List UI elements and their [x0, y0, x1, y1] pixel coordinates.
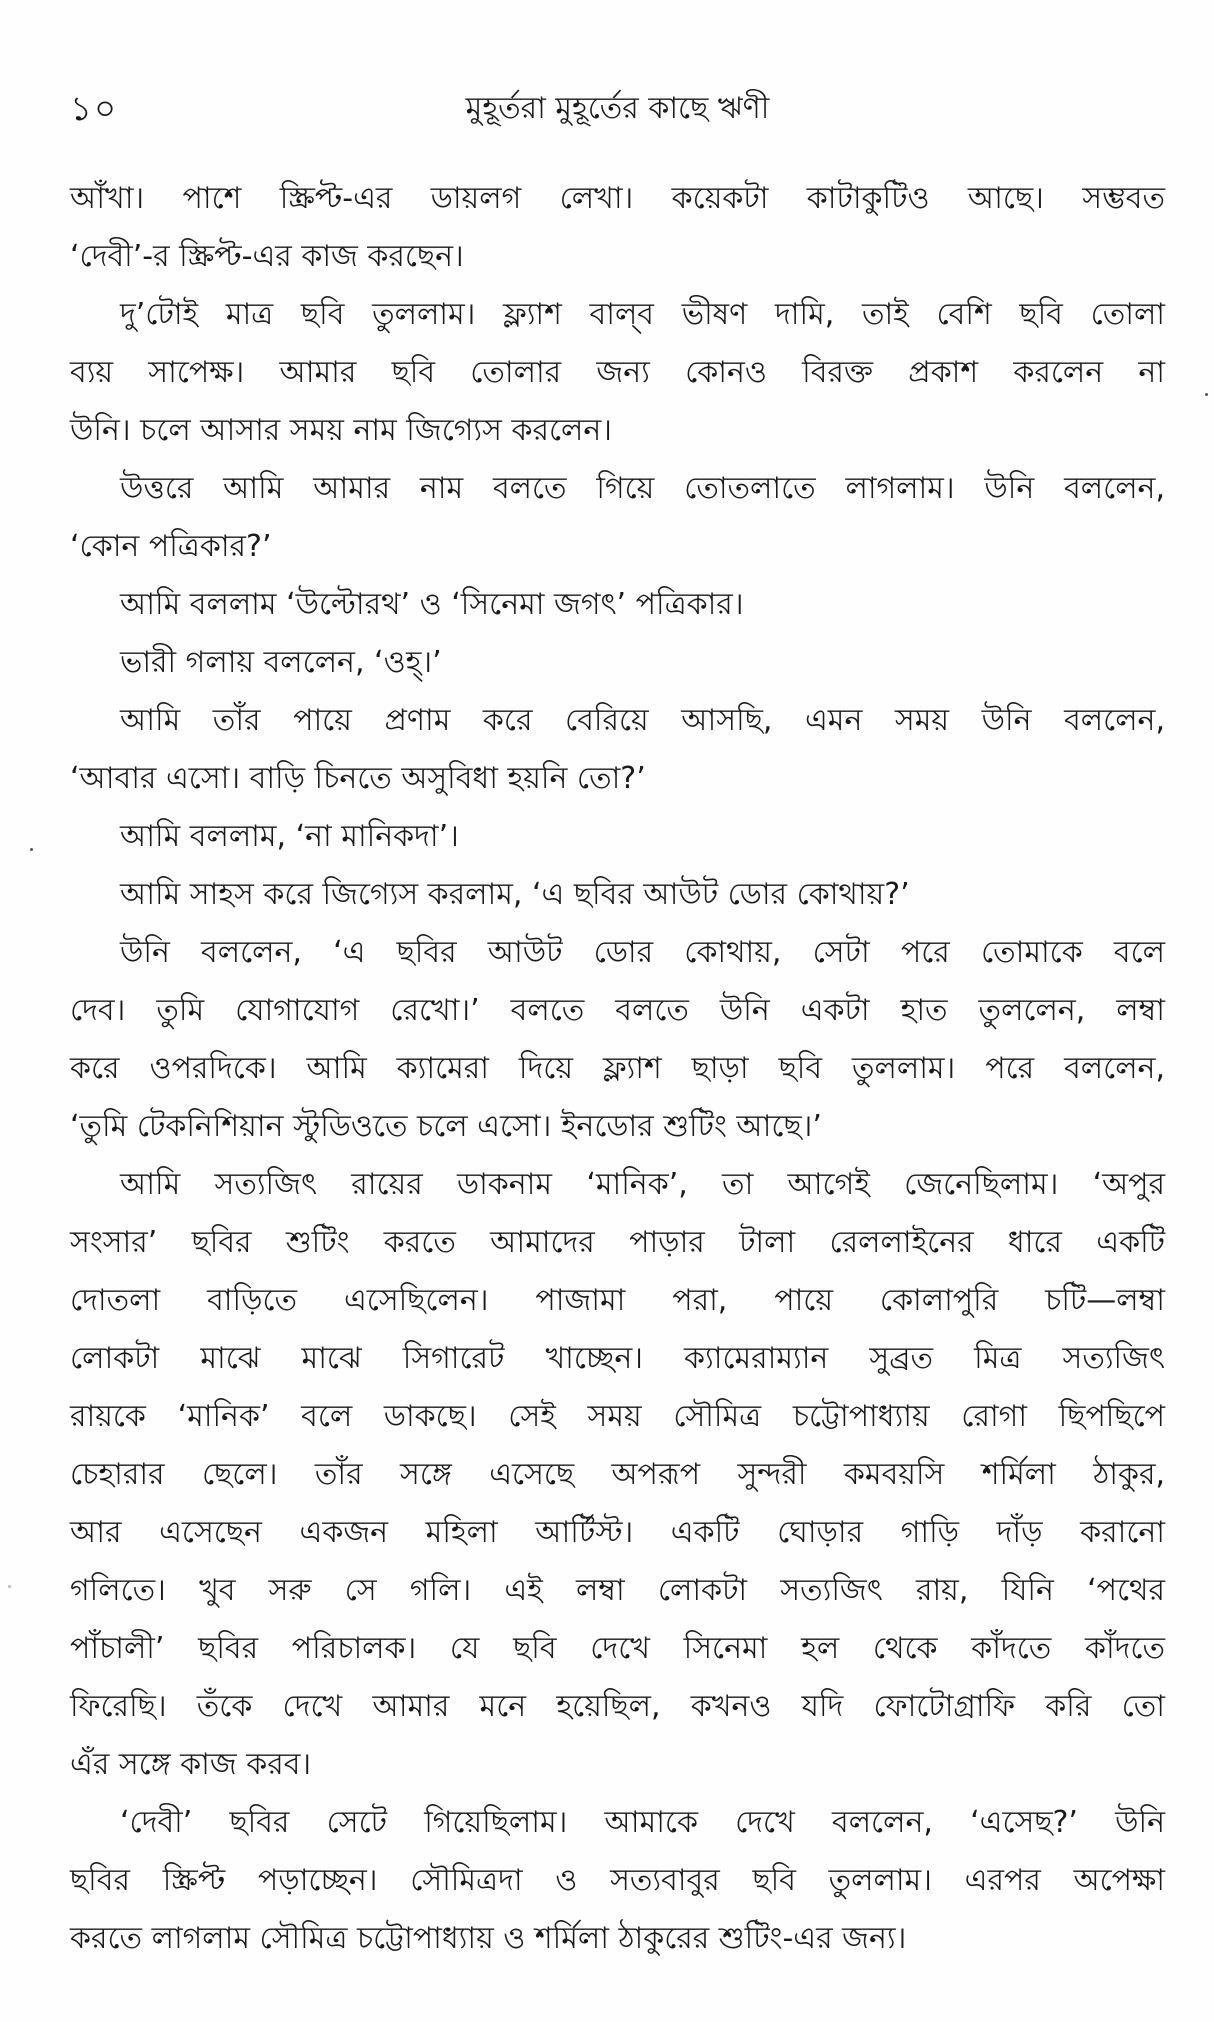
text-line: সংসার’ ছবির শুটিং করতে আমাদের পাড়ার টালা রেললাইনের ধারে একটি	[70, 1225, 1165, 1260]
text-line: দোতলা বাড়িতে এসেছিলেন। পাজামা পরা, পায়ে কোলাপুরি চটি—লম্বা	[70, 1283, 1165, 1318]
paragraph	[70, 1156, 1165, 1794]
text-line: ‘দেবী’ ছবির সেটে গিয়েছিলাম। আমাকে দেখে বললেন, ‘এসেছ?’ উনি	[120, 1805, 1165, 1840]
paragraph	[70, 576, 1165, 634]
text-line: ‘আবার এসো। বাড়ি চিনতে অসুবিধা হয়নি তো?’	[70, 761, 646, 796]
text-line: ব্যয় সাপেক্ষ। আমার ছবি তোলার জন্য কোনও বিরক্ত প্রকাশ করলেন না	[70, 355, 1165, 390]
text-line: গলিতে। খুব সরু সে গলি। এই লম্বা লোকটা সত্যজিৎ রায়, যিনি ‘পথের	[70, 1573, 1165, 1608]
text-line: আঁখা। পাশে স্ক্রিপ্ট-এর ডায়লগ লেখা। কয়েকটা কাটাকুটিও আছে। সম্ভবত	[70, 181, 1165, 216]
text-line: উনি। চলে আসার সময় নাম জিগ্যেস করলেন।	[70, 413, 613, 448]
text-line: ছবির স্ক্রিপ্ট পড়াচ্ছেন। সৌমিত্রদা ও সত্যবাবুর ছবি তুললাম। এরপর অপেক্ষা	[70, 1863, 1165, 1898]
text-line: আমি সাহস করে জিগ্যেস করলাম, ‘এ ছবির আউট ডোর কোথায়?’	[120, 877, 910, 912]
paragraph	[70, 286, 1165, 460]
text-line: পাঁচালী’ ছবির পরিচালক। যে ছবি দেখে সিনেমা হল থেকে কাঁদতে কাঁদতে	[70, 1631, 1165, 1666]
scan-speck	[8, 1585, 11, 1588]
running-header	[70, 84, 1165, 134]
text-line: উত্তরে আমি আমার নাম বলতে গিয়ে তোতলাতে লাগলাম। উনি বললেন,	[120, 471, 1165, 506]
paragraph	[70, 808, 1165, 866]
text-line: করতে লাগলাম সৌমিত্র চট্টোপাধ্যায় ও শর্মিলা ঠাকুরের শুটিং-এর জন্য।	[70, 1921, 907, 1956]
text-line: ‘দেবী’-র স্ক্রিপ্ট-এর কাজ করছেন।	[70, 239, 464, 274]
paragraph	[70, 692, 1165, 808]
text-line: আমি তাঁর পায়ে প্রণাম করে বেরিয়ে আসছি, এমন সময় উনি বললেন,	[120, 703, 1165, 738]
scan-speck	[1205, 393, 1208, 396]
text-line: দু’টোই মাত্র ছবি তুললাম। ফ্ল্যাশ বাল্‌ব ভীষণ দামি, তাই বেশি ছবি তোলা	[120, 297, 1165, 332]
text-line: লোকটা মাঝে মাঝে সিগারেট খাচ্ছেন। ক্যামেরাম্যান সুব্রত মিত্র সত্যজিৎ	[70, 1341, 1165, 1376]
body-text	[70, 170, 1165, 1968]
text-line: আমি বললাম, ‘না মানিকদা’।	[120, 819, 459, 854]
text-line: উনি বললেন, ‘এ ছবির আউট ডোর কোথায়, সেটা পরে তোমাকে বলে	[120, 935, 1165, 970]
text-line: ভারী গলায় বললেন, ‘ওহ্‌।’	[120, 645, 442, 680]
page-number: ১০	[70, 89, 119, 129]
text-line: চেহারার ছেলে। তাঁর সঙ্গে এসেছে অপরূপ সুন্দরী কমবয়সি শর্মিলা ঠাকুর,	[70, 1457, 1165, 1492]
text-line: করে ওপরদিকে। আমি ক্যামেরা দিয়ে ফ্ল্যাশ ছাড়া ছবি তুললাম। পরে বললেন,	[70, 1051, 1165, 1086]
text-line: আমি সত্যজিৎ রায়ের ডাকনাম ‘মানিক’, তা আগেই জেনেছিলাম। ‘অপুর	[120, 1167, 1165, 1202]
paragraph	[70, 460, 1165, 576]
text-line: রায়কে ‘মানিক’ বলে ডাকছে। সেই সময় সৌমিত্র চট্টোপাধ্যায় রোগা ছিপছিপে	[70, 1399, 1165, 1434]
text-line: ‘তুমি টেকনিশিয়ান স্টুডিওতে চলে এসো। ইনডোর শুটিং আছে।’	[70, 1109, 822, 1144]
paragraph	[70, 170, 1165, 286]
paragraph	[70, 1794, 1165, 1968]
paragraph	[70, 924, 1165, 1156]
text-line: দেব। তুমি যোগাযোগ রেখো।’ বলতে বলতে উনি একটা হাত তুললেন, লম্বা	[70, 993, 1165, 1028]
book-title: মুহূর্তরা মুহূর্তের কাছে ঋণী	[465, 91, 770, 126]
text-line: আমি বললাম ‘উল্টোরথ’ ও ‘সিনেমা জগৎ’ পত্রিকার।	[120, 587, 744, 622]
paragraph	[70, 634, 1165, 692]
text-line: ‘কোন পত্রিকার?’	[70, 529, 272, 564]
text-line: এঁর সঙ্গে কাজ করব।	[70, 1747, 312, 1782]
scan-speck	[30, 848, 33, 851]
text-line: ফিরেছি। তঁকে দেখে আমার মনে হয়েছিল, কখনও যদি ফোটোগ্রাফি করি তো	[70, 1689, 1165, 1724]
text-line: আর এসেছেন একজন মহিলা আর্টিস্ট। একটি ঘোড়ার গাড়ি দাঁড় করানো	[70, 1515, 1165, 1550]
paragraph	[70, 866, 1165, 924]
